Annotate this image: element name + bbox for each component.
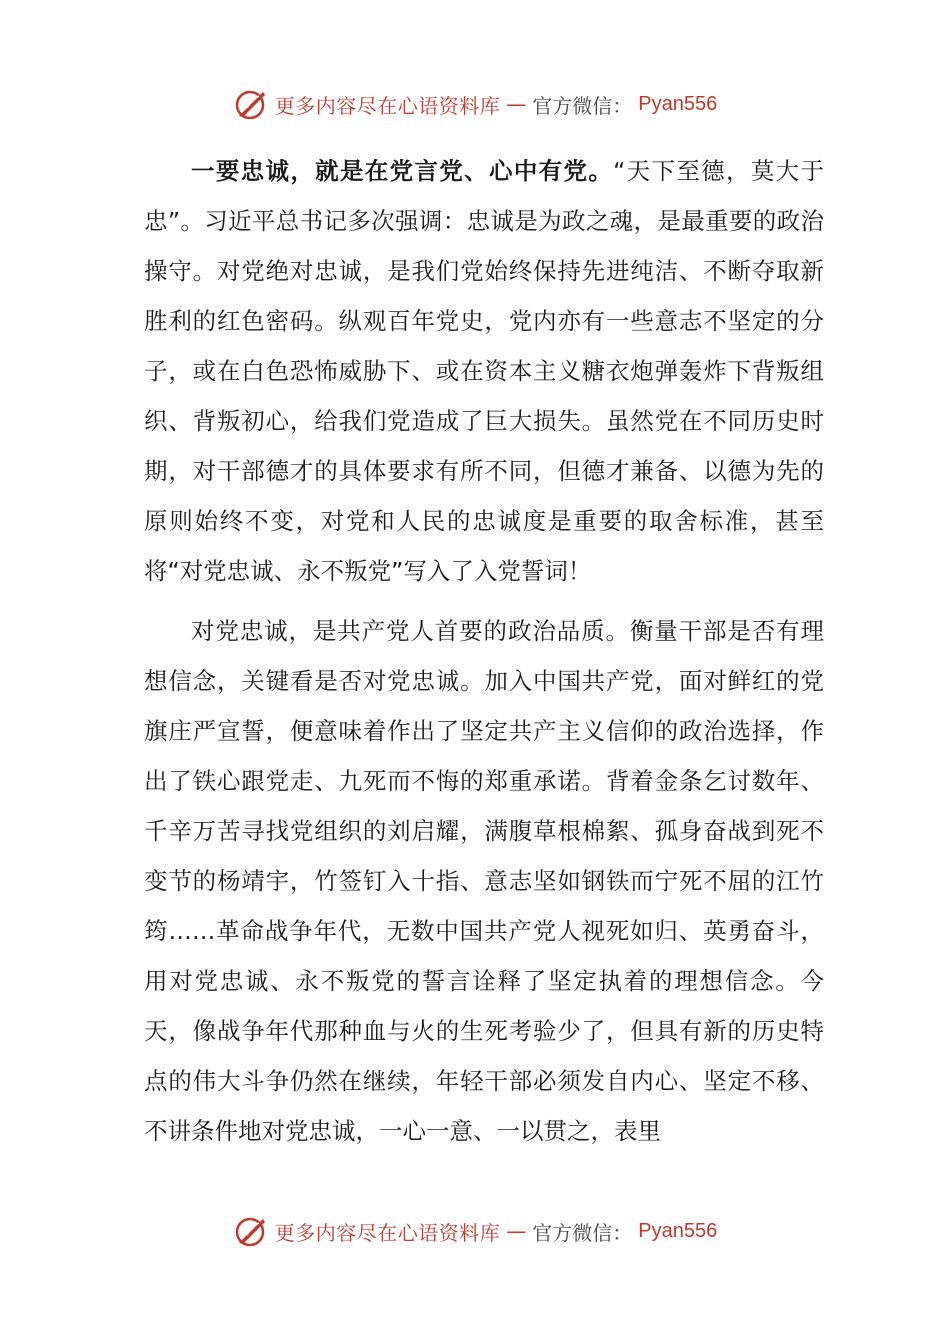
- banner-wechat-label: 官方微信：: [532, 1220, 633, 1245]
- banner-dash: —: [506, 92, 527, 116]
- banner-dash: —: [506, 1219, 527, 1243]
- banner-brand-text: 更多内容尽在心语资料库: [274, 93, 501, 118]
- banner-wechat-id: Pyan556: [638, 1219, 718, 1242]
- banner-wechat-label: 官方微信：: [532, 93, 633, 118]
- banner-brand-text: 更多内容尽在心语资料库: [274, 1220, 501, 1245]
- document-body: [144, 146, 824, 1166]
- paragraph-1-lead: 一要忠诚，就是在党言党、心中有党。: [191, 157, 614, 185]
- paragraph-2: [144, 606, 824, 1156]
- paragraph-2-text: 对党忠诚，是共产党人首要的政治品质。衡量干部是否有理想信念，关键看是否对党忠诚。加入中国共产党，面对鲜红的党旗庄严宣誓，便意味着作出了坚定共产主义信仰的政治选择，作出了铁心跟党走、九死而不悔的郑重承诺。背着金条乞讨数年、千辛万苦寻找党组织的刘启耀，满腹草根棉絮、孤身奋战到死不变节的杨靖宇，竹签钉入十指、意志坚如钢铁而宁死不屈的江竹筠……革命战争年代，无数中国共产党人视死如归、英勇奋斗，用对党忠诚、永不叛党的誓言诠释了坚定执着的理想信念。今天，像战争年代那种血与火的生死考验少了，但具有新的历史特点的伟大斗争仍然在继续，年轻干部必须发自内心、坚定不移、不讲条件地对党忠诚，一心一意、一以贯之，表里: [144, 617, 824, 1145]
- quill-seal-logo-icon: [233, 1213, 269, 1249]
- header-banner: [0, 84, 950, 124]
- paragraph-1-text: “天下至德，莫大于忠”。习近平总书记多次强调：忠诚是为政之魂，是最重要的政治操守。对党绝对忠诚，是我们党始终保持先进纯洁、不断夺取新胜利的红色密码。纵观百年党史，党内亦有一些意志不坚定的分子，或在白色恐怖威胁下、或在资本主义糖衣炮弹轰炸下背叛组织、背叛初心，给我们党造成了巨大损失。虽然党在不同历史时期，对干部德才的具体要求有所不同，但德才兼备、以德为先的原则始终不变，对党和人民的忠诚度是重要的取舍标准，甚至将“对党忠诚、永不叛党”写入了入党誓词！: [144, 157, 824, 585]
- quill-seal-logo-icon: [233, 86, 269, 122]
- paragraph-1: [144, 146, 824, 596]
- footer-banner: [0, 1211, 950, 1251]
- banner-wechat-id: Pyan556: [638, 92, 718, 115]
